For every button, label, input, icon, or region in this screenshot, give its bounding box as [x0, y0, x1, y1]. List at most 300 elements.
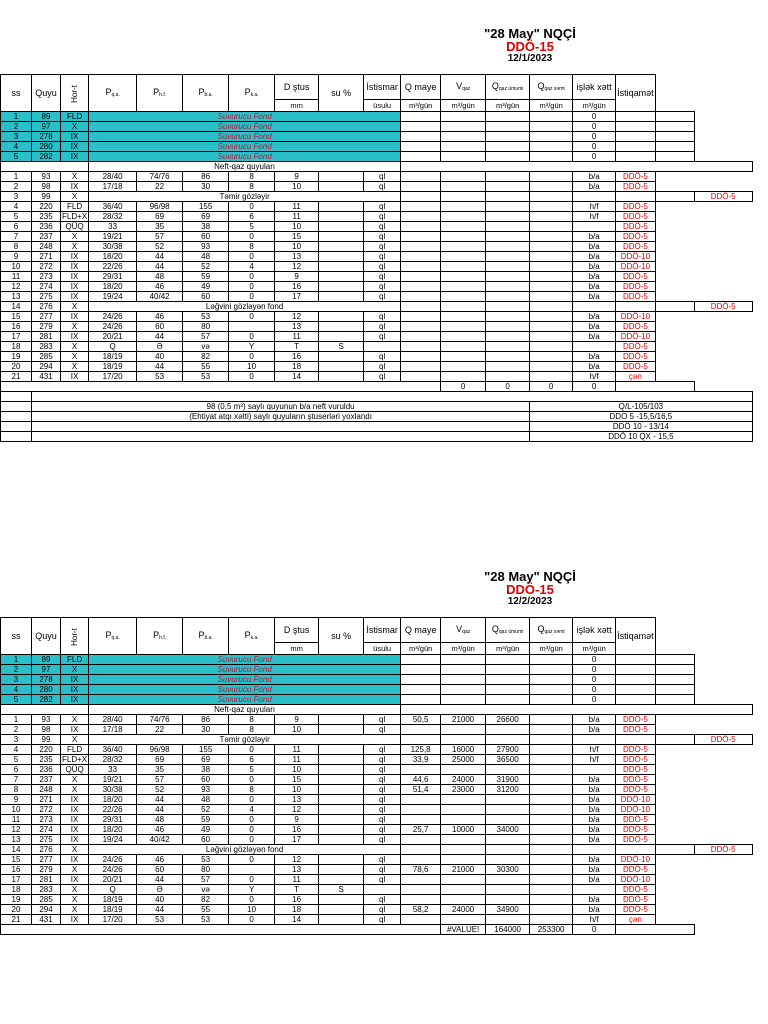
cell-hor: IX [61, 142, 89, 152]
cell-q-semt [530, 835, 573, 845]
cell-d-stus: 18 [275, 905, 319, 915]
cell-quyu: 277 [32, 312, 61, 322]
cell-p-ba: 48 [183, 795, 229, 805]
cell-ss: 17 [1, 332, 32, 342]
cell-quyu: 235 [32, 755, 61, 765]
cell-empty [655, 132, 694, 142]
cell-d-stus: 9 [275, 815, 319, 825]
col-p-ka-label: P [244, 86, 251, 97]
cell-p-ka: 0 [229, 352, 275, 362]
cell-q-maye [401, 272, 441, 282]
cell-su: S [319, 885, 364, 895]
cell-v-qaz [441, 312, 486, 322]
cell-empty [441, 695, 486, 705]
cell-quyu: 294 [32, 905, 61, 915]
cell-p-ka: 8 [229, 182, 275, 192]
cell-q-umumi [486, 805, 530, 815]
well-row [1, 232, 753, 242]
col-v-qaz-label: V [456, 80, 463, 91]
cell-p-hf: 60 [137, 865, 183, 875]
cell-p-ba: 82 [183, 352, 229, 362]
cell-q-semt: 0 [573, 142, 616, 152]
cell-ss: 1 [1, 715, 32, 725]
cell-empty [616, 132, 656, 142]
cell-p-hf: 22 [137, 725, 183, 735]
cell-islek: b/a [573, 322, 616, 332]
cell-q-umumi [486, 272, 530, 282]
cell-q-maye [401, 292, 441, 302]
cell-istismar: ql [364, 765, 401, 775]
cell-direction: DDÖ-10 [616, 875, 656, 885]
cell-hor: X [61, 775, 89, 785]
cell-q-umumi [486, 332, 530, 342]
cell-empty [655, 845, 694, 855]
cell-p-ba: 53 [183, 855, 229, 865]
cell-islek: b/a [573, 725, 616, 735]
cell-q-maye [401, 885, 441, 895]
cell-direction: DDÖ-5 [616, 212, 656, 222]
cell-v-qaz: 24000 [441, 905, 486, 915]
cell-empty [530, 112, 573, 122]
cell-v-qaz [441, 292, 486, 302]
cell-q-umumi [486, 372, 530, 382]
well-row [1, 192, 753, 202]
cell-hor: IX [61, 855, 89, 865]
cell-q-maye [401, 262, 441, 272]
cell-v-qaz [441, 765, 486, 775]
cell-v-qaz [441, 352, 486, 362]
col-quyu: Quyu [32, 618, 61, 655]
cell-q-maye [401, 212, 441, 222]
cell-p-ba: 82 [183, 895, 229, 905]
cell-v-qaz [441, 725, 486, 735]
cell-ss: 9 [1, 252, 32, 262]
cell-empty [616, 112, 656, 122]
cell-p-ba: 59 [183, 815, 229, 825]
cell-ss: 18 [1, 885, 32, 895]
cell-quyu: 236 [32, 222, 61, 232]
col-q-umumi-sub: qaz ümumi [498, 628, 524, 635]
total-q-maye: 0 [441, 382, 486, 392]
cell-p-hf: 46 [137, 282, 183, 292]
well-row [1, 302, 753, 312]
cell-empty [616, 675, 656, 685]
cell-p-ba: 30 [183, 182, 229, 192]
cell-su [319, 915, 364, 925]
cell-p-ka: 5 [229, 222, 275, 232]
cell-quyu: 275 [32, 835, 61, 845]
cell-direction: DDÖ-5 [616, 885, 656, 895]
well-row [1, 715, 753, 725]
cell-d-stus: T [275, 885, 319, 895]
cell-p-qa: 33 [89, 222, 137, 232]
fond-row [1, 122, 753, 132]
cell-q-umumi [486, 222, 530, 232]
col-istiqamet: İstiqamət [616, 618, 656, 655]
cell-quyu: 99 [32, 735, 61, 745]
cell-direction: DDÖ-5 [694, 845, 752, 855]
col-q-maye: Q maye [401, 618, 441, 643]
cell-direction: DDÖ-5 [616, 765, 656, 775]
cell-p-ba: 155 [183, 745, 229, 755]
cell-empty [616, 302, 656, 312]
cell-q-semt [530, 855, 573, 865]
cell-hor: X [61, 322, 89, 332]
cell-su [319, 242, 364, 252]
cell-quyu: 283 [32, 885, 61, 895]
cell-empty [401, 655, 441, 665]
cell-quyu: 278 [32, 675, 61, 685]
cell-p-ba: 59 [183, 272, 229, 282]
cell-empty [655, 685, 694, 695]
cell-v-qaz [441, 372, 486, 382]
cell-direction: DDÖ-5 [616, 222, 656, 232]
cell-quyu: 273 [32, 815, 61, 825]
cell-quyu: 280 [32, 142, 61, 152]
cell-p-qa: 33 [89, 765, 137, 775]
note-right: Q/L-105/103 [530, 402, 753, 412]
cell-empty [401, 162, 753, 172]
cell-d-stus: 9 [275, 272, 319, 282]
cell-d-stus: 18 [275, 362, 319, 372]
cell-istismar: ql [364, 835, 401, 845]
well-row [1, 775, 753, 785]
cell-p-ka: 0 [229, 895, 275, 905]
cell-p-qa: 18/20 [89, 795, 137, 805]
cell-q-maye: 25,7 [401, 825, 441, 835]
note-row [1, 432, 753, 442]
cell-q-semt: 0 [573, 132, 616, 142]
cell-p-ba: 49 [183, 825, 229, 835]
cell-p-ba: 38 [183, 222, 229, 232]
note-right: DDÖ 10 QX - 15,5 [530, 432, 753, 442]
cell-direction: DDÖ-5 [616, 825, 656, 835]
cell-ss: 5 [1, 212, 32, 222]
cell-empty [616, 685, 656, 695]
cell-q-maye [401, 252, 441, 262]
cell-p-ka: 0 [229, 282, 275, 292]
well-row [1, 242, 753, 252]
unit-usulu: üsulu [364, 100, 401, 112]
cell-direction: DDÖ-5 [616, 835, 656, 845]
cell-p-ba: 69 [183, 755, 229, 765]
cell-q-semt [530, 372, 573, 382]
cell-q-maye [401, 232, 441, 242]
cell-ss: 21 [1, 915, 32, 925]
cell-su [319, 172, 364, 182]
cell-q-semt [530, 222, 573, 232]
cell-empty [530, 122, 573, 132]
cell-ss: 15 [1, 855, 32, 865]
cell-p-qa: 20/21 [89, 875, 137, 885]
well-status: Ləğvini gözləyən fond [89, 302, 401, 312]
cell-quyu: 237 [32, 775, 61, 785]
cell-quyu: 236 [32, 765, 61, 775]
cell-v-qaz [441, 895, 486, 905]
cell-direction: DDÖ-5 [616, 232, 656, 242]
cell-quyu: 281 [32, 332, 61, 342]
cell-ss: 1 [1, 172, 32, 182]
cell-islek: b/a [573, 715, 616, 725]
cell-istismar: ql [364, 322, 401, 332]
cell-p-ka: 0 [229, 795, 275, 805]
cell-empty [1, 432, 32, 442]
cell-p-hf: 44 [137, 332, 183, 342]
cell-empty [486, 122, 530, 132]
cell-hor: IX [61, 182, 89, 192]
cell-p-ka: 8 [229, 725, 275, 735]
col-horizon-label: Hor-t [69, 84, 79, 103]
cell-su [319, 332, 364, 342]
cell-p-hf: 44 [137, 905, 183, 915]
cell-ss: 4 [1, 142, 32, 152]
cell-quyu: 98 [32, 725, 61, 735]
cell-p-ba: 55 [183, 362, 229, 372]
col-p-ba-label: P [198, 86, 205, 97]
cell-hor: IX [61, 252, 89, 262]
cell-q-umumi [486, 242, 530, 252]
well-row [1, 725, 753, 735]
cell-empty [401, 302, 441, 312]
cell-empty [1, 382, 441, 392]
cell-q-maye [401, 352, 441, 362]
col-v-qaz-sub: qaz [462, 85, 471, 92]
cell-q-maye [401, 875, 441, 885]
cell-p-ka: 0 [229, 312, 275, 322]
cell-direction: DDÖ-5 [616, 775, 656, 785]
cell-empty [655, 675, 694, 685]
cell-q-maye [401, 362, 441, 372]
cell-islek: b/a [573, 352, 616, 362]
cell-hor: IX [61, 695, 89, 705]
cell-hor: IX [61, 725, 89, 735]
cell-hor: X [61, 865, 89, 875]
cell-d-stus: 10 [275, 785, 319, 795]
cell-d-stus: 13 [275, 795, 319, 805]
cell-empty [486, 655, 530, 665]
cell-islek: b/a [573, 775, 616, 785]
cell-quyu: 431 [32, 372, 61, 382]
cell-empty [401, 705, 753, 715]
cell-p-qa: 36/40 [89, 202, 137, 212]
cell-q-semt [530, 312, 573, 322]
col-q-umumi [486, 618, 530, 643]
well-row [1, 745, 753, 755]
cell-hor: X [61, 885, 89, 895]
cell-q-semt [530, 292, 573, 302]
cell-q-umumi [486, 282, 530, 292]
fond-row [1, 685, 753, 695]
cell-q-maye [401, 332, 441, 342]
cell-su [319, 232, 364, 242]
cell-q-semt [530, 252, 573, 262]
cell-v-qaz [441, 362, 486, 372]
col-q-maye: Q maye [401, 75, 441, 100]
cell-q-semt [530, 202, 573, 212]
well-row [1, 322, 753, 332]
cell-ss: 5 [1, 755, 32, 765]
cell-p-ba: 57 [183, 332, 229, 342]
cell-v-qaz [441, 835, 486, 845]
cell-p-ka: 0 [229, 272, 275, 282]
col-q-umumi [486, 75, 530, 100]
cell-p-ka: 8 [229, 172, 275, 182]
cell-quyu: 271 [32, 252, 61, 262]
cell-p-ka: 4 [229, 262, 275, 272]
total-v-qaz: 0 [486, 382, 530, 392]
cell-istismar: ql [364, 895, 401, 905]
cell-empty [1, 705, 89, 715]
well-row [1, 835, 753, 845]
report-date: 12/1/2023 [507, 53, 553, 64]
cell-q-semt [530, 755, 573, 765]
cell-p-qa: 22/26 [89, 805, 137, 815]
fond-status: Suvurucu Fond [89, 665, 401, 675]
cell-empty [441, 685, 486, 695]
cell-p-hf: 53 [137, 915, 183, 925]
cell-ss: 8 [1, 242, 32, 252]
cell-direction: çən [616, 915, 656, 925]
cell-d-stus: 16 [275, 282, 319, 292]
cell-direction: DDÖ-5 [616, 242, 656, 252]
cell-empty [616, 142, 656, 152]
cell-p-qa: 17/18 [89, 725, 137, 735]
cell-direction: DDÖ-5 [616, 272, 656, 282]
cell-q-semt [530, 212, 573, 222]
cell-q-umumi [486, 342, 530, 352]
cell-quyu: 273 [32, 272, 61, 282]
cell-empty [573, 845, 616, 855]
cell-empty [441, 675, 486, 685]
unit-mm: mm [275, 643, 319, 655]
cell-quyu: 280 [32, 685, 61, 695]
cell-ss: 12 [1, 825, 32, 835]
cell-direction: DDÖ-10 [616, 855, 656, 865]
cell-hor: IX [61, 875, 89, 885]
cell-p-qa: 17/20 [89, 372, 137, 382]
cell-empty [616, 122, 656, 132]
cell-p-qa: 18/20 [89, 252, 137, 262]
cell-istismar: ql [364, 232, 401, 242]
cell-istismar: ql [364, 725, 401, 735]
cell-ss: 3 [1, 735, 32, 745]
cell-q-maye [401, 855, 441, 865]
cell-islek: b/a [573, 855, 616, 865]
cell-empty [616, 665, 656, 675]
cell-p-hf: 44 [137, 805, 183, 815]
cell-empty [441, 142, 486, 152]
cell-istismar: ql [364, 312, 401, 322]
cell-q-umumi: 34900 [486, 905, 530, 915]
cell-q-maye [401, 222, 441, 232]
cell-empty [616, 845, 656, 855]
fond-row [1, 675, 753, 685]
cell-q-umumi [486, 725, 530, 735]
cell-d-stus: 11 [275, 745, 319, 755]
cell-q-semt [530, 242, 573, 252]
cell-istismar [364, 342, 401, 352]
cell-empty [486, 302, 530, 312]
cell-v-qaz [441, 202, 486, 212]
cell-empty [441, 665, 486, 675]
cell-istismar: ql [364, 855, 401, 865]
cell-hor: IX [61, 675, 89, 685]
cell-empty [616, 925, 695, 935]
cell-quyu: 220 [32, 745, 61, 755]
cell-p-ba: 69 [183, 212, 229, 222]
cell-empty [486, 665, 530, 675]
cell-direction: DDÖ-10 [616, 262, 656, 272]
cell-su [319, 755, 364, 765]
cell-direction: DDÖ-5 [616, 905, 656, 915]
cell-istismar: ql [364, 372, 401, 382]
cell-p-ba: 38 [183, 765, 229, 775]
cell-v-qaz: 25000 [441, 755, 486, 765]
cell-su [319, 322, 364, 332]
cell-q-semt [530, 885, 573, 895]
well-row [1, 765, 753, 775]
cell-hor: X [61, 232, 89, 242]
cell-empty [401, 695, 441, 705]
cell-empty [401, 122, 441, 132]
col-p-ka-sub: k.a. [250, 634, 259, 641]
cell-empty [655, 735, 694, 745]
cell-direction: DDÖ-10 [616, 332, 656, 342]
cell-q-semt [530, 875, 573, 885]
cell-p-hf: 35 [137, 765, 183, 775]
cell-su [319, 825, 364, 835]
cell-d-stus: 10 [275, 725, 319, 735]
cell-v-qaz [441, 332, 486, 342]
cell-q-umumi [486, 312, 530, 322]
cell-p-hf: 53 [137, 372, 183, 382]
unit-usulu: üsulu [364, 643, 401, 655]
cell-p-ba: 49 [183, 282, 229, 292]
cell-q-semt: 0 [573, 655, 616, 665]
cell-empty [655, 122, 694, 132]
cell-ss: 6 [1, 765, 32, 775]
cell-p-ba: 53 [183, 372, 229, 382]
cell-v-qaz: 24000 [441, 775, 486, 785]
cell-empty [401, 735, 441, 745]
cell-su [319, 905, 364, 915]
cell-p-hf: 44 [137, 252, 183, 262]
cell-direction: DDÖ-5 [694, 192, 752, 202]
cell-islek: b/a [573, 252, 616, 262]
cell-su [319, 362, 364, 372]
col-p-hf [137, 618, 183, 655]
cell-q-semt [530, 725, 573, 735]
cell-empty [530, 192, 573, 202]
cell-v-qaz: 16000 [441, 745, 486, 755]
cell-ss: 20 [1, 362, 32, 372]
col-q-semt [530, 618, 573, 643]
cell-istismar: ql [364, 272, 401, 282]
cell-d-stus: 9 [275, 715, 319, 725]
cell-d-stus: 11 [275, 332, 319, 342]
cell-p-qa: 18/19 [89, 895, 137, 905]
cell-istismar: ql [364, 785, 401, 795]
cell-q-maye: 33,9 [401, 755, 441, 765]
cell-istismar: ql [364, 915, 401, 925]
cell-q-semt: 0 [573, 685, 616, 695]
cell-ss: 16 [1, 865, 32, 875]
section-title: Neft-qaz quyuları [89, 705, 401, 715]
cell-q-semt [530, 815, 573, 825]
cell-hor: IX [61, 132, 89, 142]
cell-q-maye: 78,6 [401, 865, 441, 875]
cell-v-qaz [441, 322, 486, 332]
